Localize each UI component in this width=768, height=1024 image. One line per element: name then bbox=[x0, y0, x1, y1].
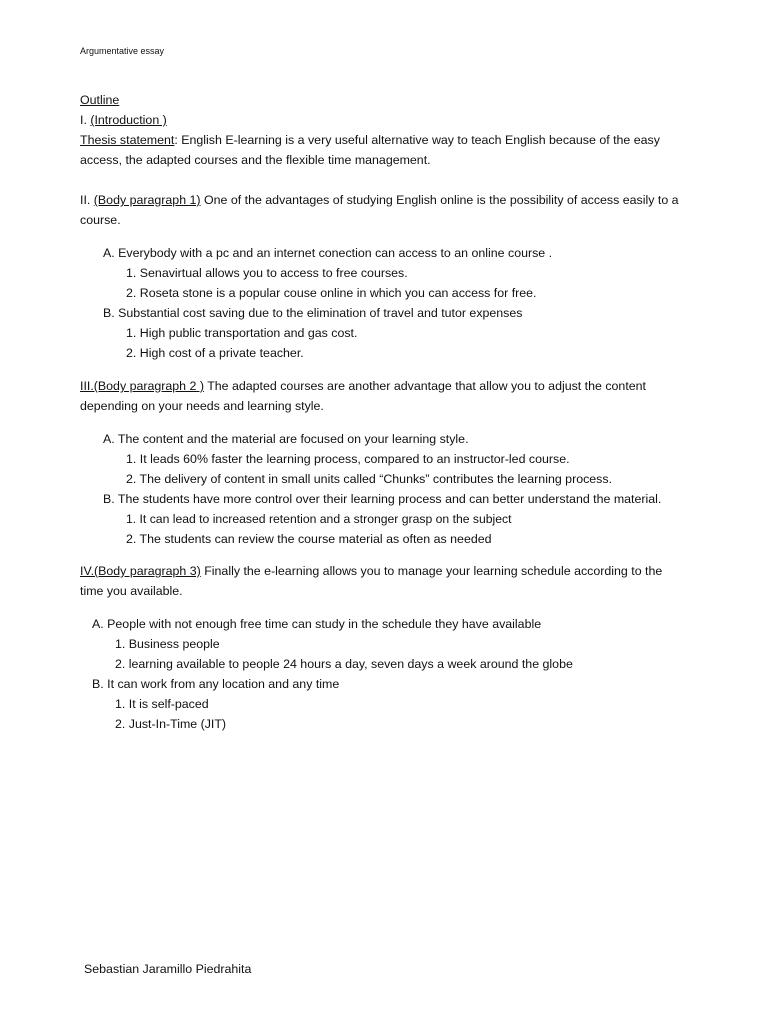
body2-item-b: B. The students have more control over their learning process and can better understand the material. bbox=[103, 492, 662, 506]
body3-item-a2: 2. learning available to people 24 hours a day, seven days a week around the globe bbox=[115, 657, 573, 671]
thesis-label: Thesis statement bbox=[80, 133, 175, 147]
body2-item-a1: 1. It leads 60% faster the learning process, compared to an instructor-led course. bbox=[126, 452, 570, 466]
body2-text-1: The adapted courses are another advantage that allow you to adjust the content bbox=[203, 379, 646, 393]
intro-label: (Introduction ) bbox=[90, 113, 167, 127]
body1-item-b2: 2. High cost of a private teacher. bbox=[126, 346, 304, 360]
body3-line-1 bbox=[80, 563, 662, 579]
body1-line-2: course. bbox=[80, 213, 121, 227]
body3-item-a1: 1. Business people bbox=[115, 637, 220, 651]
body2-line-2: depending on your needs and learning style. bbox=[80, 399, 324, 413]
body2-item-b1: 1. It can lead to increased retention and a stronger grasp on the subject bbox=[126, 512, 512, 526]
body3-line-2: time you available. bbox=[80, 584, 183, 598]
body3-item-b: B. It can work from any location and any time bbox=[92, 677, 340, 691]
outline-title: Outline bbox=[80, 93, 120, 107]
body3-item-b2: 2. Just-In-Time (JIT) bbox=[115, 717, 227, 731]
intro-heading bbox=[80, 112, 167, 128]
footer-author: Sebastian Jaramillo Piedrahita bbox=[84, 962, 252, 976]
body2-label: III.(Body paragraph 2 ) bbox=[80, 379, 204, 393]
body1-numeral: II. bbox=[80, 193, 94, 207]
body1-line-1 bbox=[80, 192, 679, 208]
body1-text-1: One of the advantages of studying English online is the possibility of access easily to a bbox=[200, 193, 679, 207]
header-text: Argumentative essay bbox=[80, 46, 165, 56]
body3-text-1: Finally the e-learning allows you to manage your learning schedule according to the bbox=[200, 564, 663, 578]
body3-item-a: A. People with not enough free time can study in the schedule they have available bbox=[92, 617, 542, 631]
body2-line-1 bbox=[80, 378, 646, 394]
intro-numeral: I. bbox=[80, 113, 87, 127]
body2-item-a: A. The content and the material are focused on your learning style. bbox=[103, 432, 469, 446]
body1-item-b1: 1. High public transportation and gas cost. bbox=[126, 326, 358, 340]
thesis-text-1: English E-learning is a very useful alternative way to teach English because of the easy bbox=[177, 133, 660, 147]
body1-item-b: B. Substantial cost saving due to the elimination of travel and tutor expenses bbox=[103, 306, 523, 320]
body2-item-b2: 2. The students can review the course material as often as needed bbox=[126, 532, 492, 546]
thesis-line-1 bbox=[80, 132, 660, 148]
body2-item-a2: 2. The delivery of content in small units called “Chunks” contributes the learning process. bbox=[126, 472, 613, 486]
thesis-colon: : bbox=[174, 133, 178, 147]
body3-item-b1: 1. It is self-paced bbox=[115, 697, 209, 711]
body1-label: (Body paragraph 1) bbox=[93, 193, 201, 207]
thesis-line-2: access, the adapted courses and the flexible time management. bbox=[80, 153, 431, 167]
body1-item-a: A. Everybody with a pc and an internet conection can access to an online course . bbox=[103, 246, 553, 260]
body1-item-a2: 2. Roseta stone is a popular couse online in which you can access for free. bbox=[126, 286, 537, 300]
body3-label: IV.(Body paragraph 3) bbox=[80, 564, 201, 578]
body1-item-a1: 1. Senavirtual allows you to access to free courses. bbox=[126, 266, 408, 280]
